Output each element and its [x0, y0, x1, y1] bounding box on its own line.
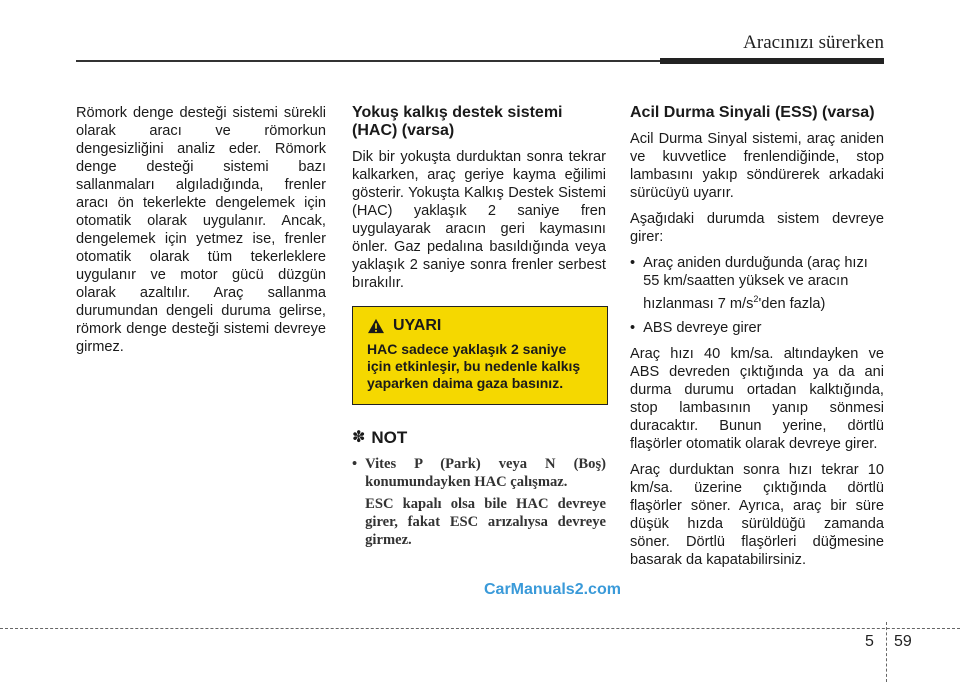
note-star-icon: ✽	[352, 429, 366, 446]
ess-paragraph-1: Acil Durma Sinyal sistemi, araç aniden ve kuvvetlice frenlendiğinde, stop lambasını yakıp söndürerek arkadaki sürücüyü uyarır.	[630, 131, 884, 201]
ess-paragraph-2: Aşağıdaki durumda sistem devreye girer:	[630, 211, 884, 245]
ess-condition-list	[630, 254, 884, 337]
note-line-1: Vites P (Park) veya N (Boş) konumundayken HAC çalışmaz.	[365, 456, 606, 490]
warning-triangle-icon	[367, 318, 385, 334]
warning-label: UYARI	[393, 317, 442, 334]
watermark-link[interactable]: CarManuals2.com	[484, 581, 621, 598]
note-header	[352, 429, 606, 447]
chapter-number: 5	[865, 633, 874, 650]
header-rule-accent	[660, 58, 884, 64]
trailer-stability-paragraph: Römork denge desteği sistemi sürekli olarak aracı ve römorkun dengesizliğini analiz eder. Römork denge desteği sistemi bazı sallanmaları algıladığında, frenler aracı ön tekerlekte dengelemek için otomatik olarak uygulanır. Ancak, dengelemek için yetmez ise, frenler otomatik olarak tüm tekerleklere uygulanır ve motor gücü düzgün olarak azaltılır. Araç sallanma durumundan dengeli duruma gelirse, römork denge desteği sistemi devreye girmez.	[76, 105, 326, 355]
superscript: 2	[753, 294, 759, 304]
warning-header	[367, 317, 593, 335]
page-number-separator	[886, 622, 887, 682]
ess-section-title: Acil Durma Sinyali (ESS) (varsa)	[630, 104, 875, 121]
note-bullet: •	[352, 456, 358, 472]
list-item	[630, 319, 884, 337]
running-header: Aracınızı sürerken	[743, 32, 884, 53]
warning-text: HAC sadece yaklaşık 2 saniye için etkinleşir, bu nedenle kalkış yaparken daima gaza basınız.	[367, 341, 581, 391]
ess-paragraph-4: Araç durduktan sonra hızı tekrar 10 km/sa. üzerine çıktığında dörtlü flaşörler söner. Ayrıca, araç bir süre düşük hızda sürüldüğü zamanda söner. Dörtlü flaşörleri düğmesine basarak da kapatabilirsiniz.	[630, 461, 884, 568]
page-number: 59	[894, 633, 912, 650]
column-left	[76, 104, 326, 364]
note-item	[352, 455, 606, 553]
hac-paragraph: Dik bir yokuşta durduktan sonra tekrar kalkarken, araç geriye kayma eğilimi gösterir. Yokuşta Kalkış Destek Sistemi (HAC) yaklaşık 2 saniye fren uygulayarak aracın geri kaymasını önler. Gaz pedalına basıldığında veya yaklaşık 2 saniye sonra frenler serbest bırakılır.	[352, 149, 606, 291]
list-item	[630, 254, 884, 313]
list-bullet: •	[630, 255, 636, 271]
note-body	[352, 455, 606, 553]
hac-section-title: Yokuş kalkış destek sistemi (HAC) (varsa)	[352, 104, 563, 139]
ess-paragraph-3: Araç hızı 40 km/sa. altındayken ve ABS devreden çıktığında ya da ani durma durumu ortadan kalktığında, stop lambasının yanıp sönmesi duracaktır. Bunun yerine, dörtlü flaşörler otomatik olarak devreye girer.	[630, 345, 884, 452]
footer-rule	[0, 628, 960, 629]
note-label: NOT	[371, 428, 408, 447]
column-right	[630, 104, 884, 577]
warning-box	[352, 306, 608, 405]
column-middle	[352, 104, 606, 553]
list-item-text: ABS devreye girer	[643, 319, 762, 336]
note-line-2: ESC kapalı olsa bile HAC devreye girer, fakat ESC arızalıysa devreye girmez.	[365, 496, 606, 548]
list-bullet: •	[630, 319, 636, 336]
list-item-text: Araç aniden durduğunda (araç hızı 55 km/saatten yüksek ve aracın hızlanması 7 $m/s^2'den$ fazla)	[643, 255, 868, 312]
